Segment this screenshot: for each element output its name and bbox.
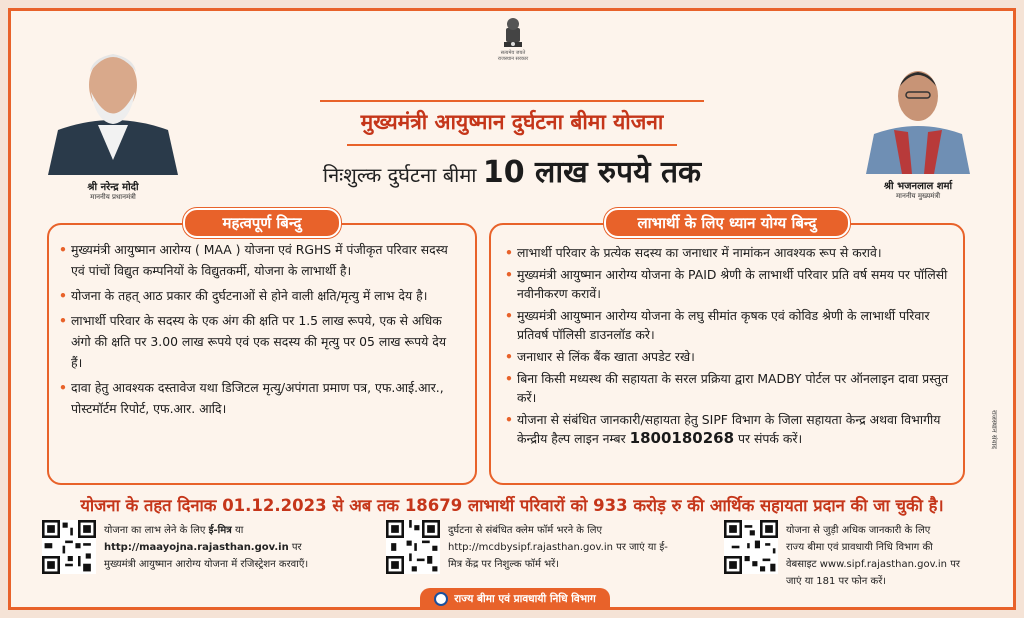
right-panel-item: • बिना किसी मध्यस्थ की सहायता के सरल प्रक्रिया द्वारा MADBY पोर्टल पर ऑनलाइन दावा प्रस्तुत करें। (505, 369, 949, 407)
side-credit: राजस्थान संवाद (990, 410, 998, 450)
left-panel-item: • योजना के तहत् आठ प्रकार की दुर्घटनाओं से होने वाली क्षति/मृत्यु में लाभ देय है। (59, 285, 461, 306)
reg-line1-suffix: या (234, 525, 244, 536)
left-panel-item: • लाभार्थी परिवार के सदस्य के एक अंग की क्षति पर 1.5 लाख रूपये, एक से अधिक अंगो की क्षति पर 3.00 लाख रूपये एवं एक सदस्य की मृत्यु पर 05 लाख रूपये देय हैं। (59, 310, 461, 373)
left-person-photo (38, 30, 188, 175)
qr-text-registration (104, 522, 308, 573)
info-line1: योजना से जुड़ी अधिक जानकारी के लिए (786, 525, 931, 536)
info-line2: राज्य बीमा एवं प्रावधायी निधि विभाग की (786, 542, 933, 553)
qr-text-info (786, 522, 960, 590)
left-portrait (38, 30, 188, 202)
helpline-text: योजना से संबंधित जानकारी/सहायता हेतु SIPF विभाग के जिला सहायता केन्द्र अथवा विभागीय केन्द्रीय हैल्प लाइन नम्बर (517, 412, 941, 446)
left-person-name: श्री नरेन्द्र मोदी (87, 182, 139, 193)
subtitle-prefix: निःशुल्क दुर्घटना बीमा (322, 163, 477, 187)
title-block (320, 100, 704, 146)
left-person-role: माननीय प्रधानमंत्री (90, 193, 136, 201)
right-panel-list (491, 225, 963, 448)
helpline-suffix: पर संपर्क करें। (737, 431, 803, 446)
emblem-caption-2: राजस्थान सरकार (497, 56, 529, 62)
claim-line1: दुर्घटना से संबंधित क्लेम फॉर्म भरने के लिए (448, 525, 603, 536)
right-panel-item: • जनाधार से लिंक बैंक खाता अपडेट रखे। (505, 347, 949, 366)
reg-line2-suffix: पर (291, 542, 302, 553)
right-panel-item: • मुख्यमंत्री आयुष्मान आरोग्य योजना के लघु सीमांत कृषक एवं कोविड श्रेणी के लाभार्थी परिवार प्रतिवर्ष पॉलिसी डाउनलॉड करे। (505, 306, 949, 344)
department-footer (420, 588, 610, 610)
right-panel-item: • लाभार्थी परिवार के प्रत्येक सदस्य का जनाधार में नामांकन आवश्यक रूप से करावे। (505, 243, 949, 262)
emitra-label: ई-मित्र (208, 525, 232, 536)
qr-block-registration (42, 520, 362, 584)
left-panel-list (49, 225, 475, 419)
department-logo-icon (434, 592, 448, 606)
maayojna-link[interactable]: http://maayojna.rajasthan.gov.in (104, 542, 289, 553)
ashoka-emblem-icon (500, 14, 526, 50)
right-person-role: माननीय मुख्यमंत्री (895, 192, 941, 200)
right-portrait (862, 52, 974, 201)
left-panel-item: • मुख्यमंत्री आयुष्मान आरोग्य ( MAA ) योजना एवं RGHS में पंजीकृत परिवार सदस्य एवं पांचों विद्युत कम्पनियों के विद्युतकर्मी, योजना के लाभार्थी है। (59, 239, 461, 281)
right-person-photo (862, 52, 974, 174)
right-panel-item-helpline (505, 410, 949, 448)
qr-code-icon[interactable] (42, 520, 96, 574)
achievement-banner: योजना के तहत दिनाक 01.12.2023 से अब तक 18679 लाभार्थी परिवारों को 933 करोड़ रु की आर्थिक सहायता प्रदान की जा चुकी है। (80, 496, 944, 515)
qr-block-info (724, 520, 1004, 587)
left-panel-item: • दावा हेतु आवश्यक दस्तावेज यथा डिजिटल मृत्यु/अपंगता प्रमाण पत्र, एफ.आई.आर., पोस्टमॉर्टम रिपोर्ट, एफ.आर. आदि। (59, 377, 461, 419)
reg-line1-prefix: योजना का लाभ लेने के लिए (104, 525, 206, 536)
right-person-name: श्री भजनलाल शर्मा (883, 181, 953, 192)
left-panel-heading: महत्वपूर्ण बिन्दु (183, 208, 341, 238)
qr-block-claim (386, 520, 706, 584)
qr-code-icon[interactable] (386, 520, 440, 574)
subtitle (280, 150, 744, 191)
reg-line3: मुख्यमंत्री आयुष्मान आरोग्य योजना में रजिस्ट्रेशन करवाएँ। (104, 559, 309, 570)
claim-line2[interactable]: http://mcdbysipf.rajasthan.gov.in पर जाएं या ई- (448, 542, 668, 553)
right-panel-heading: लाभार्थी के लिए ध्यान योग्य बिन्दु (604, 208, 850, 238)
right-panel-item: • मुख्यमंत्री आयुष्मान आरोग्य योजना के PAID श्रेणी के लाभार्थी परिवार प्रति वर्ष समय पर पॉलिसी नवीनीकरण करावें। (505, 265, 949, 303)
right-info-panel (489, 223, 965, 485)
helpline-number: 1800180268 (629, 429, 735, 447)
info-line4: जाएं या 181 पर फोन करें। (786, 576, 887, 587)
department-name: राज्य बीमा एवं प्रावधायी निधि विभाग (454, 593, 596, 605)
qr-text-claim (448, 522, 668, 573)
subtitle-amount: 10 लाख रुपये तक (482, 155, 702, 190)
left-info-panel (47, 223, 477, 485)
emblem-caption-1: सत्यमेव जयते (500, 50, 526, 56)
claim-line3: मित्र केंद्र पर निशुल्क फॉर्म भरें। (448, 559, 560, 570)
title-rule-bottom (347, 144, 677, 146)
qr-code-icon[interactable] (724, 520, 778, 574)
page-title: मुख्यमंत्री आयुष्मान दुर्घटना बीमा योजना (360, 110, 664, 134)
state-emblem (488, 14, 538, 74)
info-line3[interactable]: वेबसाइट www.sipf.rajasthan.gov.in पर (786, 559, 960, 570)
